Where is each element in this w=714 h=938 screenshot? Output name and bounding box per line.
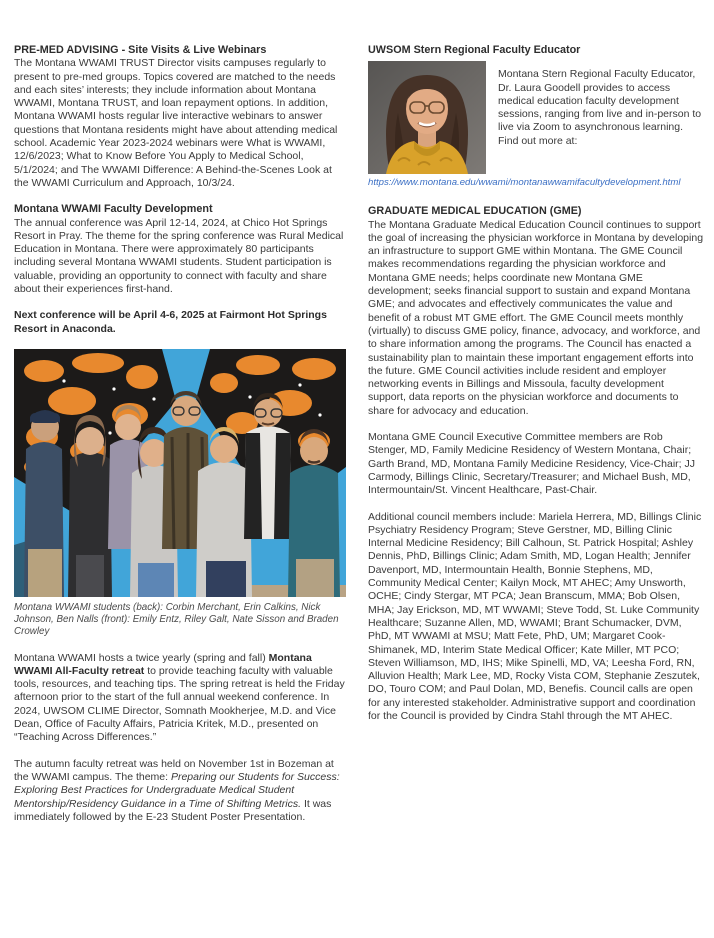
gme-heading: GRADUATE MEDICAL EDUCATION (GME): [368, 205, 582, 218]
retreat-rest: to provide teaching faculty with valuable tools, resources, and teaching tips. The spring retreat is held the Friday afternoon prior to the start of the full annual weekend conference. In 2024, UWSOM CLIME Director, Somnath Mookherjee, M.D. and Vice Dean, Office of Faculty Affairs, Patricia Kritek, M.D., presented on “Teaching Across Differences.”: [14, 664, 345, 744]
left-column: [14, 44, 346, 837]
stern-educator-body: Montana Stern Regional Faculty Educator, Dr. Laura Goodell provides to access medical education faculty development sessions, ranging from live and in-person to live via Zoom to asynchronous learning. Find out more at:: [498, 68, 702, 147]
stern-educator-heading: UWSOM Stern Regional Faculty Educator: [368, 44, 581, 56]
group-photo-caption: Montana WWAMI students (back): Corbin Merchant, Erin Calkins, Nick Johnson, Ben Nalls (front): Emily Entz, Riley Galt, Nate Sisson and Braden Crowley: [14, 601, 339, 638]
retreat-paragraph: [14, 652, 346, 745]
retreat-intro: Montana WWAMI hosts a twice yearly (spring and fall): [14, 651, 269, 664]
faculty-development-body: The annual conference was April 12-14, 2024, at Chico Hot Springs Resort in Pray. The theme for the spring conference was Rural Medical Education in Montana. There were approximately 80 participants including several Montana WWAMI students. Student participation is valuable, providing an opportunity to connect with faculty and share about their experiences first-hand.: [14, 216, 344, 296]
premed-advising-heading: PRE-MED ADVISING - Site Visits & Live Webinars: [14, 44, 267, 56]
premed-advising-body: The Montana WWAMI TRUST Director visits campuses regularly to present to pre-med groups. Topics covered are matched to the needs and each sites’ interests; they include information about Montana WWAMI, Montana TRUST, and loan repayment options. In addition, Montana WWAMI hosts regular live interactive webinars to answer questions that Montana residents might have about attending medical school. Academic Year 2023-2024 webinars were What is WWAMI, 12/6/2023; What to Know Before You Apply to Medical School, 5/1/2024; and The WWAMI Difference: A Behind-the-Scenes Look at the WWAMI Curriculum and Approach, 10/3/24.: [14, 57, 338, 189]
group-photo-figure: [14, 349, 346, 639]
gme-executive-committee-paragraph: Montana GME Council Executive Committee members are Rob Stenger, MD, Family Medicine Residency of Western Montana, Chair; Garth Brand, MD, Montana Family Medicine Residency, Vice-Chair; JJ Carmody, Billings Clinic, Secretary/Treasurer; and Michael Bush, MD, Intermountain/St. Vincent Healthcare, Past-Chair.: [368, 431, 695, 497]
autumn-retreat-paragraph: [14, 758, 346, 824]
next-conference-announcement: Next conference will be April 4-6, 2025 at Fairmont Hot Springs Resort in Anaconda.: [14, 309, 327, 335]
group-photo: [14, 349, 346, 597]
autumn-theme-title: Preparing our Students for Success: Exploring Best Practices for Undergraduate Medical Student Mentorship/Residency Guidance in a Time of Shifting Metrics.: [14, 770, 340, 810]
right-column: [368, 44, 704, 837]
stern-educator-section: [368, 61, 704, 174]
stern-educator-text: [498, 61, 704, 148]
autumn-rest: It was immediately followed by the E-23 Student Poster Presentation.: [14, 797, 332, 823]
retreat-bold-phrase: Montana WWAMI All-Faculty retreat: [14, 651, 312, 677]
headshot-photo: [368, 61, 486, 174]
autumn-intro: The autumn faculty retreat was held on November 1st in Bozeman at the WWAMI campus. The theme:: [14, 757, 334, 783]
gme-overview-paragraph: The Montana Graduate Medical Education Council continues to support the goal of increasing the physician workforce in Montana by developing an infrastructure to support GME within Montana. The GME Council makes recommendations regarding the physician workforce and Montana GME needs; helps coordinate new Montana GME development; seeks financial support to sustain and expand Montana GME; and advocates and effectively communicates the value and benefit of a robust MT GME effort. The GME Council meets monthly (virtually) to discuss GME policy, finance, advocacy, and workforce, and to share information among the programs. The Council has enacted a sustainability plan to maintain these important engagement efforts into the future. GME Council activities include resident and employer networking events in Billings and Missoula, faculty development support, data reports on the physician workforce and documents to share for advocacy and education.: [368, 218, 704, 417]
gme-additional-members-paragraph: Additional council members include: Mariela Herrera, MD, Billings Clinic Psychiatry Residency Program; Steve Gerstner, MD, Billing Clinic Internal Medicine Residency; Bill Calhoun, St. Patrick Hospital; Ashley Dennis, PhD, Billings Clinic; Adam Smith, MD, Logan Health; Jennifer Davenport, MD, Intermountain Health, Bonnie Stephens, MD, Community Medical Center; Kailyn Mock, MT AHEC; Amy Unsworth, OCHE; Cindy Stergar, MT PCA; Jean Branscum, MMA; Bob Olsen, MHA; Jay Erickson, MD, MT WWAMI; Steve Todd, St. Luke Community Healthcare; Suzanne Allen, MD, WWAMI; Brant Schumacker, DVM, PhD, MT WWAMI at MSU; Matt Fete, PhD, UM; Margaret Cook-Shimanek, MD, Interim State Medical Officer; Kate Miller, MT PCO; Steven Williamson, MD, IHS; Mike Spinelli, MD, VA; Leesha Ford, RN, Alluvion Health; Mark Lee, MD, Rocky Vista COM, Stephanie Zeszutek, DO, Touro COM; and Paul Dolan, MD, Benefis. Council calls are open for any interested stakeholder. Administrative support and coordination for the Council is provided by Cindra Stahl through the MT AHEC.: [368, 510, 702, 722]
faculty-development-link[interactable]: https://www.montana.edu/wwami/montanawwamifacultydevelopment.html: [368, 177, 681, 189]
faculty-development-heading: Montana WWAMI Faculty Development: [14, 203, 213, 216]
